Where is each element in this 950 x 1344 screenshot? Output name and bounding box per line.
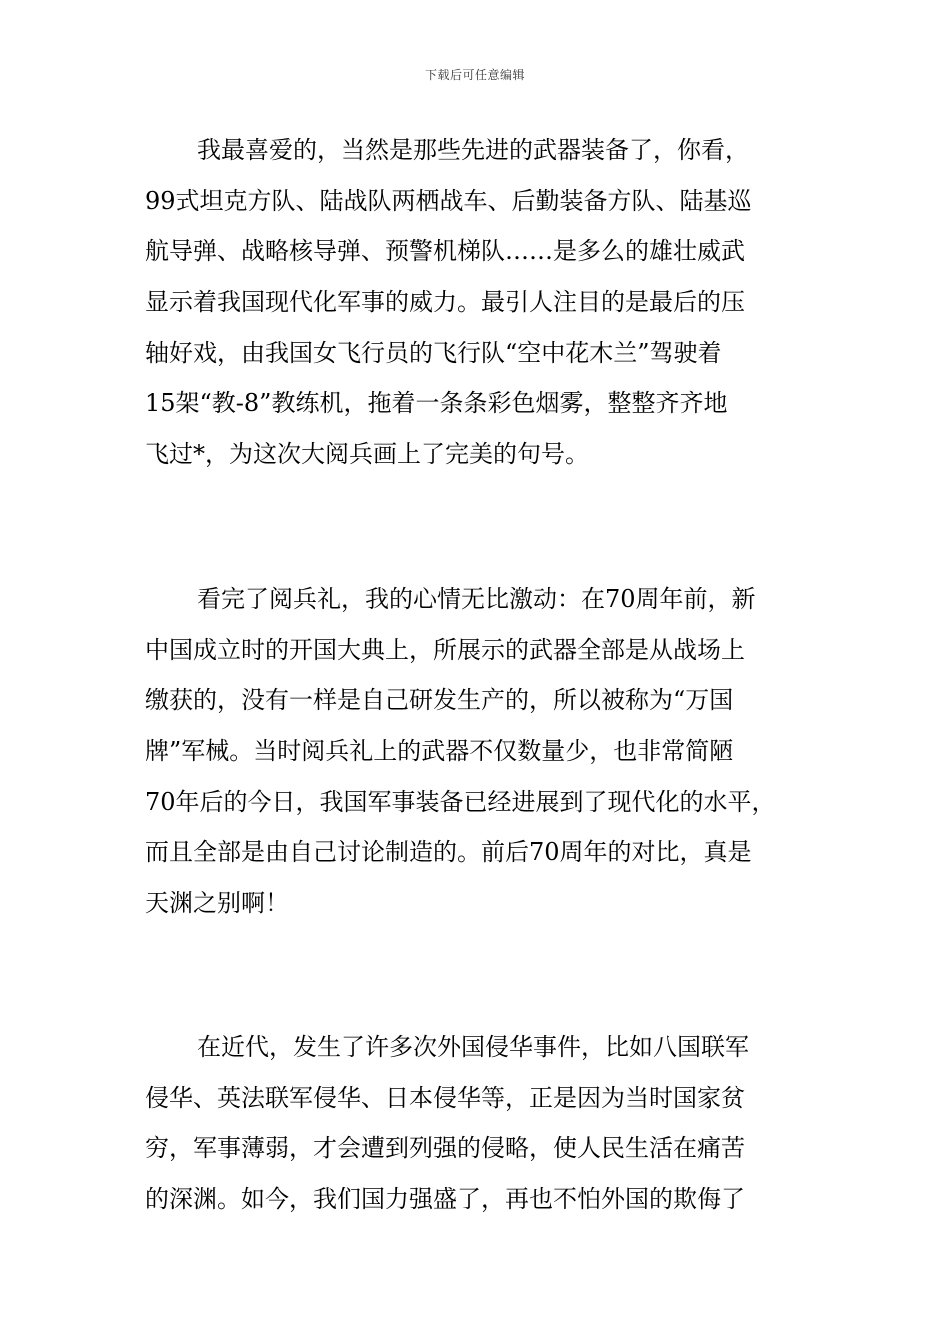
paragraph-line: 99式坦克方队、陆战队两栖战车、后勤装备方队、陆基巡: [145, 186, 752, 215]
paragraph-1: [145, 125, 807, 480]
paragraph-2: [145, 574, 807, 929]
paragraph-line: 看完了阅兵礼，我的心情无比激动：在70周年前，新: [197, 585, 756, 613]
paragraph-line: 缴获的，没有一样是自己研发生产的，所以被称为“万国: [145, 686, 734, 715]
paragraph-line: 飞过*，为这次大阅兵画上了完美的句号。: [145, 440, 589, 469]
paragraph-line: 显示着我国现代化军事的威力。最引人注目的是最后的压: [145, 288, 745, 317]
paragraph-line: 中国成立时的开国大典上，所展示的武器全部是从战场上: [145, 635, 745, 664]
paragraph-line: 我最喜爱的，当然是那些先进的武器装备了，你看，: [197, 136, 749, 164]
paragraph-line: 侵华、英法联军侵华、日本侵华等，正是因为当时国家贫: [145, 1083, 745, 1112]
paragraph-line: 牌”军械。当时阅兵礼上的武器不仅数量少，也非常简陋: [145, 737, 734, 766]
paragraph-line: 15架“教-8”教练机，拖着一条条彩色烟雾，整整齐齐地: [145, 389, 728, 418]
paragraph-line: 天渊之别啊！: [145, 889, 289, 918]
paragraph-line: 在近代，发生了许多次外国侵华事件，比如八国联军: [197, 1033, 749, 1061]
paragraph-3: [145, 1022, 807, 1225]
paragraph-line: 航导弹、战略核导弹、预警机梯队……是多么的雄壮威武: [145, 237, 745, 266]
paragraph-line: 的深渊。如今，我们国力强盛了，再也不怕外国的欺侮了: [145, 1185, 745, 1214]
paragraph-line: 70年后的今日，我国军事装备已经进展到了现代化的水平，: [145, 787, 776, 816]
paragraph-line: 而且全部是由自己讨论制造的。前后70周年的对比，真是: [145, 838, 752, 867]
header-note: 下载后可任意编辑: [424, 68, 525, 82]
paragraph-line: 穷，军事薄弱，才会遭到列强的侵略，使人民生活在痛苦: [145, 1134, 745, 1163]
paragraph-line: 轴好戏，由我国女飞行员的飞行队“空中花木兰”驾驶着: [145, 338, 722, 367]
